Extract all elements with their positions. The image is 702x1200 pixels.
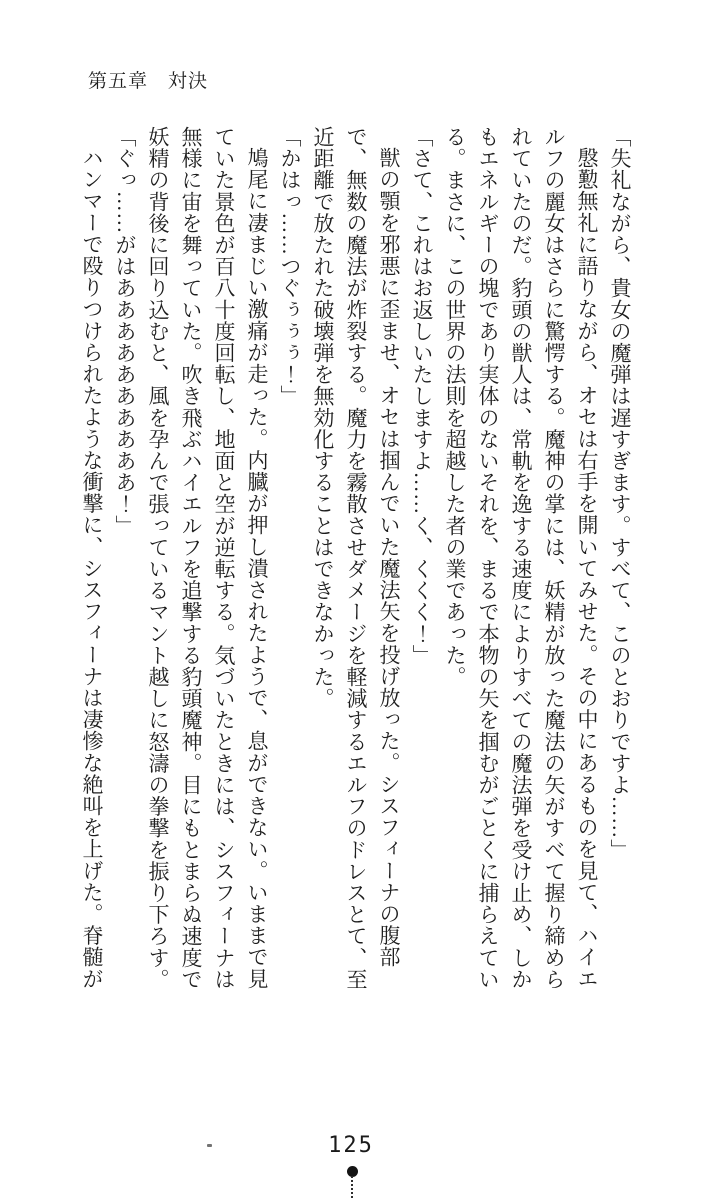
chapter-header: 第五章 対決 (88, 71, 209, 92)
narration-paragraph: 獣の顎を邪悪に歪ませ、オセは掴んでいた魔法矢を投げ放った。シスフィーナの腹部で、無数の魔法が炸裂する。魔力を霧散させダメージを軽減するエルフのドレスとて、至近距離で放たれた破壊弾を無効化することはできなかった。 (311, 126, 401, 990)
dialogue-line: 「かはっ……つぐぅぅぅ！」 (278, 126, 302, 407)
narration-paragraph: 慇懃無礼に語りながら、オセは右手を開いてみせた。その中にあるものを見て、ハイエルフの麗女はさらに驚愕する。魔神の掌には、妖精が放った魔法の矢がすべて握り締められていたのだ。豹頭の獣人は、常軌を逸する速度によりすべての魔法弾を受け止め、しかもエネルギーの塊であり実体のないそれを、まるで本物の矢を掴むがごとくに捕らえている。まさに、この世界の法則を超越した者の業であった。 (443, 126, 599, 990)
center-fold-dotted-line (351, 1176, 353, 1200)
dialogue-line: 「さて、これはお返しいたしますよ……く、くくく！」 (410, 126, 434, 666)
narration-paragraph: ハンマーで殴りつけられたような衝撃に、シスフィーナは凄惨な絶叫を上げた。脊髄が (80, 147, 104, 990)
dialogue-line: 「失礼ながら、貴女の魔弾は遅すぎます。すべて、このとおりですよ……」 (608, 126, 632, 861)
narration-paragraph: 鳩尾に凄まじい激痛が走った。内臓が押し潰されたようで、息ができない。いままで見ていた景色が百八十度回転し、地面と空が逆転する。気づいたときには、シスフィーナは無様に宙を舞っていた。吹き飛ぶハイエルフを追撃する豹頭魔神。目にもとまらぬ速度で妖精の背後に回り込むと、風を孕んで張っているマント越しに怒濤の拳撃を振り下ろす。 (146, 126, 269, 990)
page-number: 125 (328, 1133, 374, 1158)
dialogue-line: 「ぐっ……がはああああああああああ！」 (113, 126, 137, 537)
body-text-block (75, 126, 636, 992)
print-artifact-dot (207, 1144, 212, 1147)
